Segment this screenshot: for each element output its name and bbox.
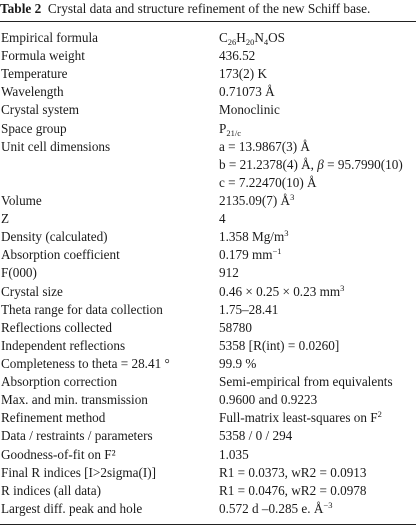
value-part: 5358 [R(int) = 0.0260] xyxy=(219,337,340,353)
value-part: 173(2) K xyxy=(219,66,267,82)
table-row xyxy=(0,83,416,101)
value-part: Monoclinic xyxy=(219,102,280,118)
table-row xyxy=(0,373,416,391)
row-value xyxy=(219,446,249,464)
value-part: a = 13.9867(3) Å xyxy=(219,138,310,154)
row-value xyxy=(219,482,367,500)
row-value xyxy=(219,174,317,192)
value-part: 3 xyxy=(290,191,295,202)
caption-label: Table 2 xyxy=(0,1,42,16)
row-value xyxy=(219,210,226,228)
value-part: 26 xyxy=(227,37,237,47)
caption-text: Crystal data and structure refinement of the new Schiff base. xyxy=(47,1,371,16)
table-row xyxy=(0,47,416,65)
table-row xyxy=(0,427,416,445)
row-parameter: Completeness to theta = 28.41 ° xyxy=(1,355,170,371)
table-row xyxy=(0,174,416,192)
value-part: 3 xyxy=(284,228,289,239)
table-row xyxy=(0,464,416,482)
value-part: 2135.09(7) Å xyxy=(219,192,291,208)
table-row xyxy=(0,29,416,47)
value-part: Semi-empirical from equivalents xyxy=(219,374,393,390)
row-value xyxy=(219,83,275,101)
top-rule xyxy=(0,21,416,22)
row-value xyxy=(219,373,393,391)
value-part: OS xyxy=(268,30,285,45)
row-value xyxy=(219,319,252,337)
row-parameter: Volume xyxy=(1,192,42,208)
value-part: 1.035 xyxy=(219,446,249,462)
table-row xyxy=(0,337,416,355)
row-parameter: Max. and min. transmission xyxy=(1,392,148,408)
row-parameter: Independent reflections xyxy=(1,337,126,353)
row-value xyxy=(219,156,403,174)
table-row xyxy=(0,283,416,301)
value-part: Full-matrix least-squares on F xyxy=(219,410,378,426)
value-part: 21/c xyxy=(226,127,241,138)
row-value xyxy=(219,120,241,138)
row-value xyxy=(219,65,267,83)
row-value xyxy=(219,264,239,282)
row-value xyxy=(219,246,282,264)
row-value xyxy=(219,427,292,445)
row-parameter: Absorption correction xyxy=(1,374,118,390)
value-part: 0.46 × 0.25 × 0.23 mm xyxy=(219,283,341,299)
row-value xyxy=(219,500,332,518)
row-parameter: Temperature xyxy=(1,66,68,82)
row-parameter: R indices (all data) xyxy=(1,482,101,498)
value-part: −3 xyxy=(323,499,333,510)
row-parameter: Absorption coefficient xyxy=(1,247,120,263)
value-part: b = 21.2378(4) Å, xyxy=(219,156,318,172)
bottom-rule xyxy=(0,524,416,525)
row-value xyxy=(219,391,317,409)
row-parameter: Z xyxy=(1,211,10,227)
table-row xyxy=(0,500,416,518)
value-part: 1.75–28.41 xyxy=(219,301,279,317)
row-parameter: Crystal system xyxy=(1,102,80,118)
row-value xyxy=(219,409,382,427)
row-parameter: Final R indices [I>2sigma(I)] xyxy=(1,464,157,480)
table-row xyxy=(0,101,416,119)
row-parameter: Theta range for data collection xyxy=(1,301,163,317)
row-value xyxy=(219,29,285,47)
table-row xyxy=(0,301,416,319)
value-part: 436.52 xyxy=(219,48,256,64)
row-value xyxy=(219,47,255,65)
table-row xyxy=(0,409,416,427)
value-part: 0.9600 and 0.9223 xyxy=(219,392,318,408)
value-part: 2 xyxy=(377,409,382,420)
table-row xyxy=(0,210,416,228)
value-part: 4 xyxy=(219,211,226,227)
row-value xyxy=(219,464,367,482)
row-parameter: Data / restraints / parameters xyxy=(1,428,153,444)
value-part: N xyxy=(254,30,264,45)
table-row xyxy=(0,446,416,464)
value-part: H xyxy=(236,30,246,45)
table-row xyxy=(0,482,416,500)
value-part: = 95.7990(10) xyxy=(323,156,403,172)
table-row xyxy=(0,138,416,156)
row-parameter: Refinement method xyxy=(1,410,106,426)
row-parameter: Space group xyxy=(1,120,67,136)
value-part: 58780 xyxy=(219,319,252,335)
value-part: c = 7.22470(10) Å xyxy=(219,174,317,190)
row-value xyxy=(219,138,310,156)
row-parameter: Largest diff. peak and hole xyxy=(1,500,143,516)
table-row xyxy=(0,228,416,246)
table-row xyxy=(0,156,416,174)
row-parameter: Reflections collected xyxy=(1,319,112,335)
table-row xyxy=(0,391,416,409)
row-parameter: F(000) xyxy=(1,265,37,281)
row-parameter: Density (calculated) xyxy=(1,229,108,245)
value-part: 0.179 mm xyxy=(219,247,273,263)
table-body xyxy=(0,29,416,518)
row-parameter: Crystal size xyxy=(1,283,63,299)
value-part: 1.358 Mg/m xyxy=(219,229,285,245)
row-value xyxy=(219,192,294,210)
table-row xyxy=(0,246,416,264)
row-parameter: Goodness-of-fit on F² xyxy=(1,446,116,462)
table-row xyxy=(0,319,416,337)
row-value xyxy=(219,228,288,246)
value-part: 0.71073 Å xyxy=(219,84,275,100)
value-part: 99.9 % xyxy=(219,355,257,371)
row-value xyxy=(219,101,280,119)
value-part: 912 xyxy=(219,265,239,281)
value-part: 4 xyxy=(263,37,269,47)
value-part: 0.572 d –0.285 e. Å xyxy=(219,500,324,516)
value-part: 5358 / 0 / 294 xyxy=(219,428,293,444)
value-part: 3 xyxy=(340,282,345,293)
row-parameter: Unit cell dimensions xyxy=(1,138,111,154)
table-row xyxy=(0,192,416,210)
row-value xyxy=(219,337,339,355)
value-part: P xyxy=(219,120,227,136)
table-caption xyxy=(0,1,416,17)
row-value xyxy=(219,283,344,301)
value-part: R1 = 0.0476, wR2 = 0.0978 xyxy=(219,482,367,498)
table-row xyxy=(0,355,416,373)
value-part: β xyxy=(317,156,324,172)
row-value xyxy=(219,355,256,373)
row-parameter: Formula weight xyxy=(1,48,85,64)
row-parameter: Empirical formula xyxy=(1,30,99,45)
table-row xyxy=(0,120,416,138)
value-part: R1 = 0.0373, wR2 = 0.0913 xyxy=(219,464,367,480)
value-part: −1 xyxy=(272,246,282,257)
table-row xyxy=(0,264,416,282)
row-value xyxy=(219,301,278,319)
value-part: C xyxy=(219,30,228,45)
table-row xyxy=(0,65,416,83)
value-part: 20 xyxy=(245,37,255,47)
row-parameter: Wavelength xyxy=(1,84,64,100)
